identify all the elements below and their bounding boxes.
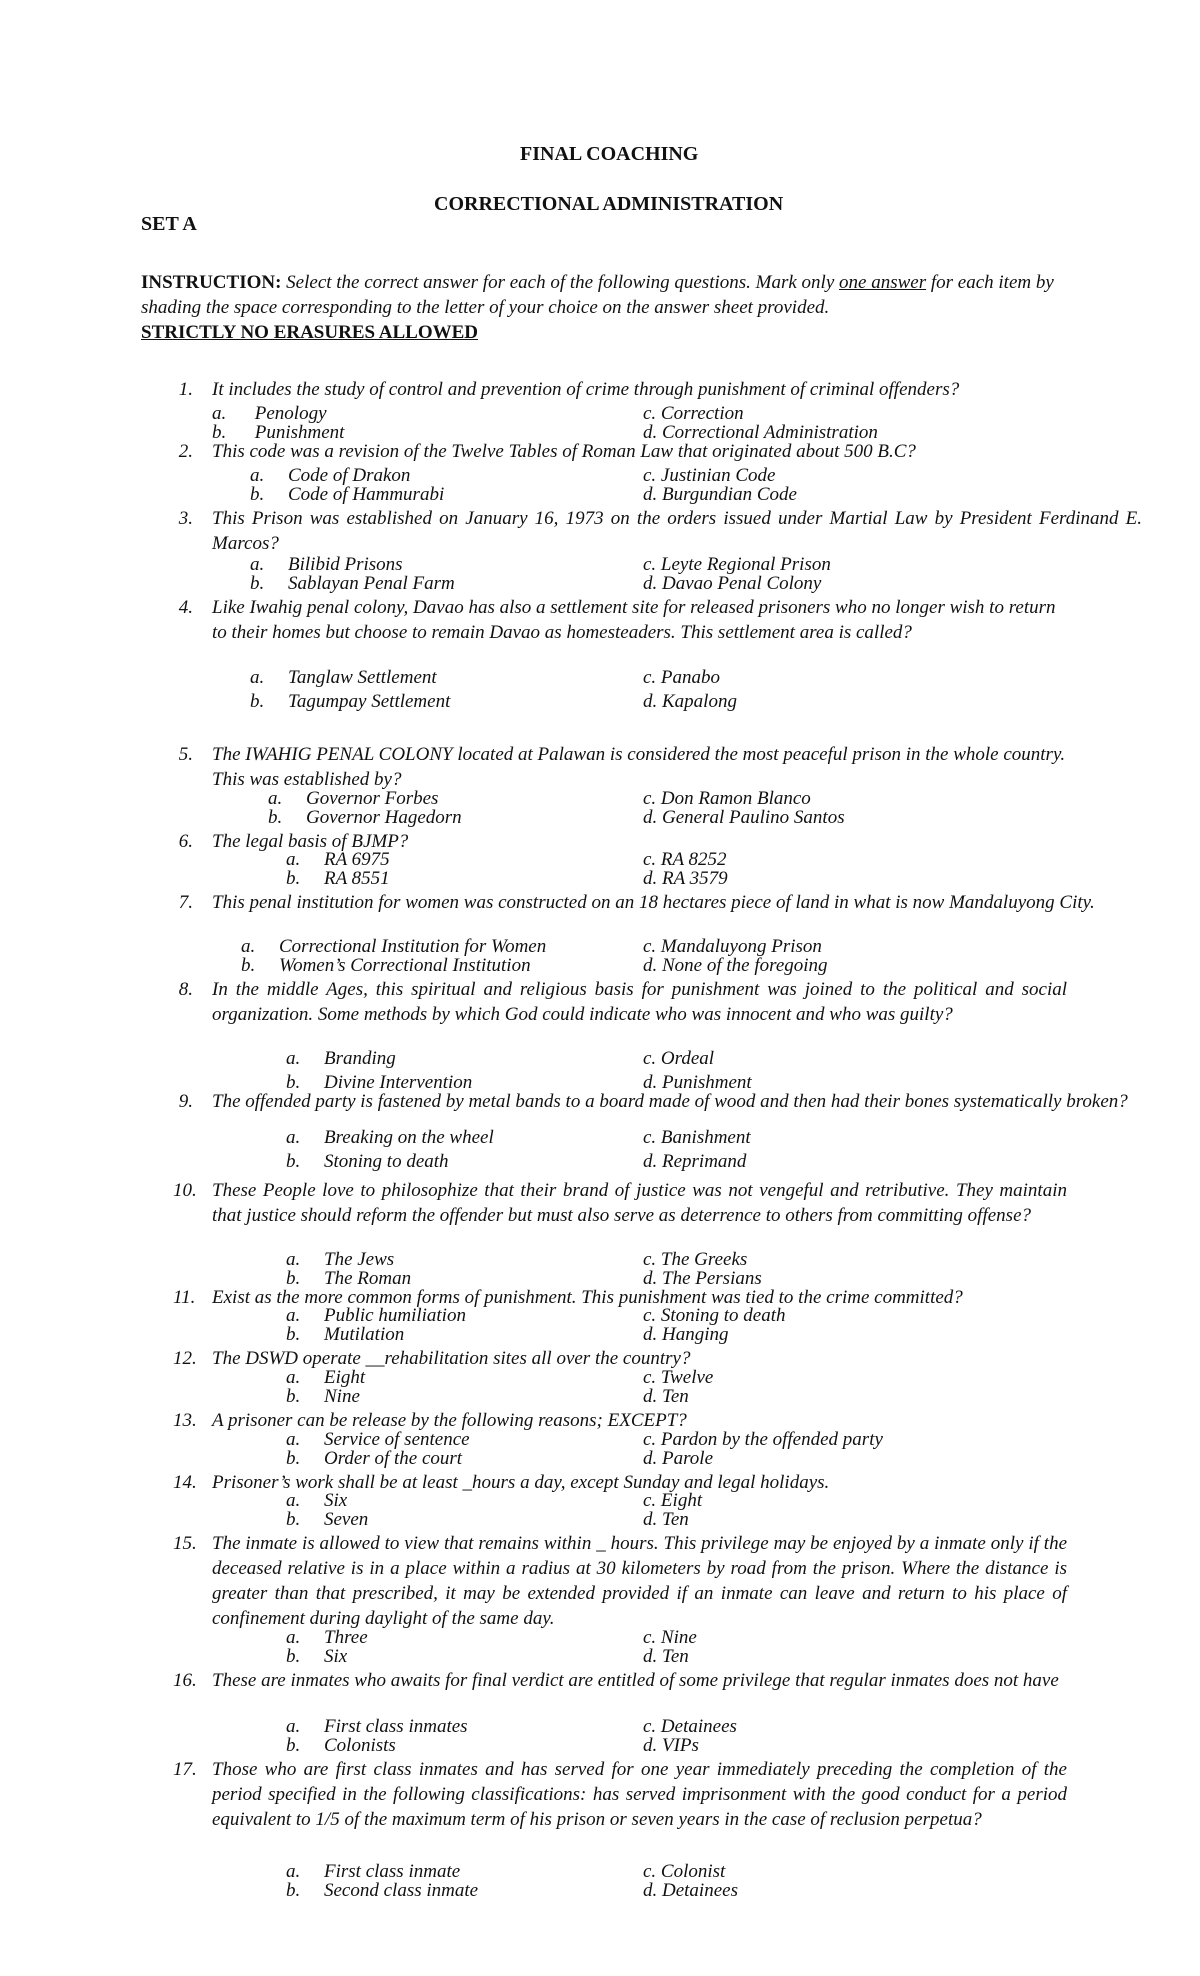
option-b: b. Nine (286, 1386, 360, 1407)
question-number: 11. (173, 1287, 196, 1308)
option-a: a. Tanglaw Settlement (250, 667, 437, 688)
instruction-block (141, 270, 1071, 345)
instruction-underlined: one answer (839, 272, 927, 293)
option-b: b. Second class inmate (286, 1880, 479, 1901)
option-b: b. Tagumpay Settlement (250, 691, 451, 712)
option-b: b. Mutilation (286, 1324, 405, 1345)
option-d: d. Kapalong (643, 691, 737, 712)
option-c: c. Colonist (643, 1861, 726, 1882)
instruction-text-2: for each item by shading the space corresponding to the letter of your choice on the answer sheet provided. (141, 272, 1054, 318)
option-d: d. Punishment (643, 1072, 752, 1093)
question-number: 12. (173, 1348, 197, 1369)
option-a: a. Governor Forbes (268, 788, 439, 809)
option-b: b. Women’s Correctional Institution (241, 955, 531, 976)
question-text: It includes the study of control and prevention of crime through punishment of criminal offenders? (212, 379, 960, 400)
question-text: The IWAHIG PENAL COLONY located at Palawan is considered the most peaceful prison in the whole country. This was established by? (212, 744, 1066, 790)
question-text: The legal basis of BJMP? (212, 831, 409, 852)
option-d: d. Ten (643, 1509, 689, 1530)
option-c: c. RA 8252 (643, 849, 727, 870)
question-number: 13. (173, 1410, 197, 1431)
option-a: a. The Jews (286, 1249, 395, 1270)
option-c: c. Stoning to death (643, 1305, 786, 1326)
option-b: b. Six (286, 1646, 348, 1667)
option-a: a. Code of Drakon (250, 465, 411, 486)
instruction-label: INSTRUCTION: (141, 272, 282, 293)
option-b: b. Sablayan Penal Farm (250, 573, 455, 594)
question-number: 9. (178, 1091, 193, 1112)
option-d: d. General Paulino Santos (643, 807, 845, 828)
question-number: 7. (178, 892, 193, 913)
question-text: This penal institution for women was constructed on an 18 hectares piece of land in what is now Mandaluyong City. (212, 892, 1095, 913)
question-text: This Prison was established on January 16, 1973 on the orders issued under Martial Law by President Ferdinand E. Marcos? (212, 508, 1142, 554)
option-c: c. Ordeal (643, 1048, 715, 1069)
option-a: a. RA 6975 (286, 849, 390, 870)
option-d: d. Parole (643, 1448, 714, 1469)
question-number: 6. (178, 831, 193, 852)
option-b: b. Code of Hammurabi (250, 484, 445, 505)
set-label: SET A (141, 213, 197, 235)
option-b: b. Seven (286, 1509, 369, 1530)
option-d: d. Ten (643, 1646, 689, 1667)
option-c: c. Pardon by the offended party (643, 1429, 883, 1450)
option-c: c. Don Ramon Blanco (643, 788, 811, 809)
option-c: c. Nine (643, 1627, 697, 1648)
option-d: d. Hanging (643, 1324, 729, 1345)
question-number: 1. (178, 379, 193, 400)
instruction-text-1: Select the correct answer for each of the following questions. Mark only (286, 272, 835, 293)
option-b: b. RA 8551 (286, 868, 390, 889)
question-number: 2. (178, 441, 193, 462)
option-a: a. Six (286, 1490, 348, 1511)
question-text: This code was a revision of the Twelve Tables of Roman Law that originated about 500 B.C? (212, 441, 916, 462)
question-text: Exist as the more common forms of punishment. This punishment was tied to the crime committed? (212, 1287, 963, 1308)
option-d: d. Detainees (643, 1880, 738, 1901)
option-b: b. Stoning to death (286, 1151, 449, 1172)
question-text: These People love to philosophize that their brand of justice was not vengeful and retributive. They maintain that justice should reform the offender but must also serve as deterrence to others from committing offense? (212, 1180, 1067, 1226)
page-subtitle: CORRECTIONAL ADMINISTRATION (434, 193, 784, 215)
question-number: 5. (178, 744, 193, 765)
question-number: 3. (178, 508, 193, 529)
option-c: c. Twelve (643, 1367, 714, 1388)
question-number: 14. (173, 1472, 197, 1493)
question-number: 4. (178, 597, 193, 618)
option-a: a. Three (286, 1627, 368, 1648)
option-d: d. Reprimand (643, 1151, 747, 1172)
question-text: Prisoner’s work shall be at least _hours a day, except Sunday and legal holidays. (212, 1472, 830, 1493)
option-b: b. Divine Intervention (286, 1072, 473, 1093)
option-b: b. Punishment (212, 422, 345, 443)
option-a: a. Bilibid Prisons (250, 554, 403, 575)
option-b: b. Colonists (286, 1735, 396, 1756)
option-d: d. Correctional Administration (643, 422, 878, 443)
question-text: Those who are first class inmates and has served for one year immediately preceding the completion of the period specified in the following classifications: has served imprisonment with the good conduct for a period equivalent to 1/5 of the maximum term of his prison or seven years in the case of reclusion perpetua? (212, 1759, 1067, 1830)
question-text: The inmate is allowed to view that remains within _ hours. This privilege may be enjoyed by a inmate only if the deceased relative is in a place within a radius at 30 kilometers by road from the prison. Where the distance is greater than that prescribed, it may be extended provided if an inmate can leave and return to his place of confinement during daylight of the same day. (212, 1533, 1067, 1629)
option-c: c. Mandaluyong Prison (643, 936, 822, 957)
option-c: c. Correction (643, 403, 744, 424)
question-text: A prisoner can be release by the following reasons; EXCEPT? (212, 1410, 687, 1431)
option-a: a. First class inmates (286, 1716, 468, 1737)
question-number: 17. (173, 1759, 197, 1780)
option-a: a. First class inmate (286, 1861, 461, 1882)
option-a: a. Eight (286, 1367, 366, 1388)
question-text: These are inmates who awaits for final verdict are entitled of some privilege that regular inmates does not have (212, 1670, 1059, 1691)
question-number: 10. (173, 1180, 197, 1201)
option-d: d. VIPs (643, 1735, 699, 1756)
option-c: c. Leyte Regional Prison (643, 554, 831, 575)
option-c: c. The Greeks (643, 1249, 748, 1270)
question-text: The offended party is fastened by metal bands to a board made of wood and then had their bones systematically broken? (212, 1091, 1128, 1112)
option-c: c. Detainees (643, 1716, 737, 1737)
option-a: a. Public humiliation (286, 1305, 466, 1326)
option-a: a. Branding (286, 1048, 396, 1069)
question-text: Like Iwahig penal colony, Davao has also a settlement site for released prisoners who no longer wish to return to their homes but choose to remain Davao as homesteaders. This settlement area is called? (212, 597, 1056, 643)
question-number: 15. (173, 1533, 197, 1554)
option-a: a. Service of sentence (286, 1429, 470, 1450)
option-c: c. Justinian Code (643, 465, 776, 486)
option-d: d. Davao Penal Colony (643, 573, 822, 594)
question-text: The DSWD operate __rehabilitation sites all over the country? (212, 1348, 691, 1369)
option-b: b. The Roman (286, 1268, 412, 1289)
page-title: FINAL COACHING (520, 143, 699, 165)
option-d: d. None of the foregoing (643, 955, 828, 976)
option-a: a. Penology (212, 403, 327, 424)
option-d: d. The Persians (643, 1268, 762, 1289)
option-d: d. RA 3579 (643, 868, 728, 889)
option-b: b. Governor Hagedorn (268, 807, 462, 828)
option-a: a. Correctional Institution for Women (241, 936, 547, 957)
option-a: a. Breaking on the wheel (286, 1127, 494, 1148)
option-c: c. Banishment (643, 1127, 751, 1148)
option-b: b. Order of the court (286, 1448, 463, 1469)
option-c: c. Eight (643, 1490, 703, 1511)
strict-notice: STRICTLY NO ERASURES ALLOWED (141, 322, 478, 343)
option-d: d. Ten (643, 1386, 689, 1407)
question-text: In the middle Ages, this spiritual and religious basis for punishment was joined to the political and social organization. Some methods by which God could indicate who was innocent and who was guilty? (212, 979, 1067, 1025)
option-c: c. Panabo (643, 667, 721, 688)
question-number: 8. (178, 979, 193, 1000)
option-d: d. Burgundian Code (643, 484, 797, 505)
question-number: 16. (173, 1670, 197, 1691)
